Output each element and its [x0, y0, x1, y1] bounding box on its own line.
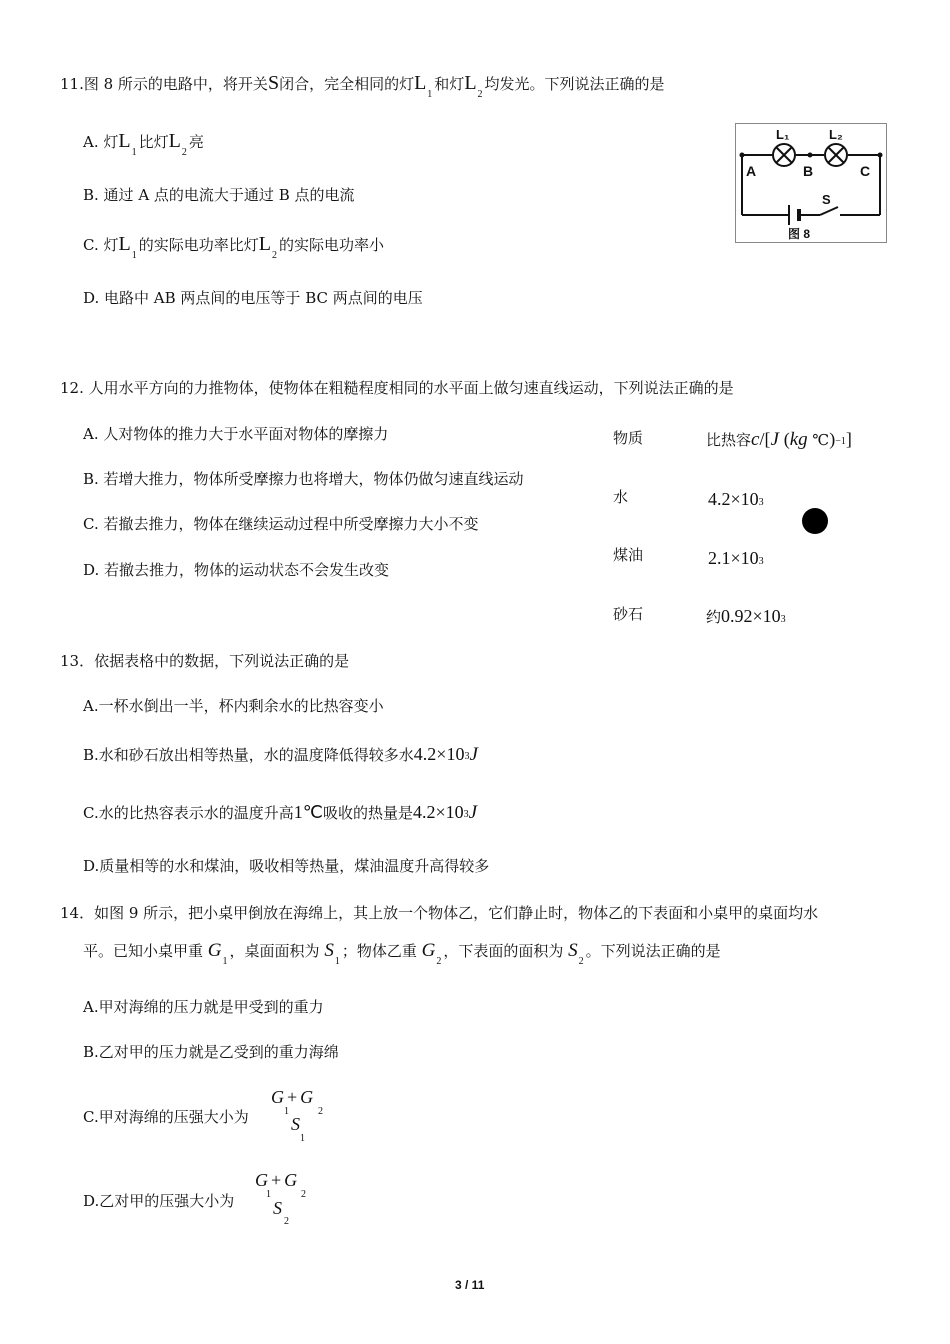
lamp-l1-icon: [773, 144, 795, 166]
q11-option-d: D. 电路中 AB 两点间的电压等于 BC 两点间的电压: [83, 289, 423, 307]
q13-stem: 13．依据表格中的数据，下列说法正确的是: [60, 652, 350, 670]
table-row-kerosene-name: 煤油: [613, 546, 644, 564]
label-c: C: [860, 163, 871, 179]
table-header-specific-heat: 比热容c/[J (kg ℃)−1]: [706, 429, 852, 450]
q12-option-a: A. 人对物体的推力大于水平面对物体的摩擦力: [83, 425, 389, 443]
q14-option-d: D.乙对甲的压强大小为: [83, 1192, 235, 1210]
label-s: S: [822, 192, 831, 207]
q14-stem-line2: 平。已知小桌甲重 $G_1$，桌面面积为 $S_1$；物体乙重 $G_2$，下表面的面积为 $S_2$。下列说法正确的是: [83, 940, 721, 967]
node-c: [878, 153, 883, 158]
circuit-figure-8: [735, 123, 887, 243]
q13-option-c: C.水的比热容表示水的温度升高1℃吸收的热量是4.2×103J: [83, 802, 478, 823]
q11-option-b: B. 通过 A 点的电流大于通过 B 点的电流: [83, 186, 355, 204]
q13-option-b: B.水和砂石放出相等热量，水的温度降低得较多水4.2×103J: [83, 744, 478, 765]
node-b: [808, 153, 813, 158]
table-header-substance: 物质: [613, 429, 644, 447]
q13-option-a: A.一杯水倒出一半，杯内剩余水的比热容变小: [83, 697, 384, 715]
q13-option-d: D.质量相等的水和煤油，吸收相等热量，煤油温度升高得较多: [83, 857, 490, 875]
q12-option-b: B. 若增大推力，物体所受摩擦力也将增大，物体仍做匀速直线运动: [83, 470, 524, 488]
table-row-kerosene-value: 2.1×103: [708, 548, 764, 568]
q11-option-c: C. 灯$L_1$的实际电功率比灯$L_2$的实际电功率小: [83, 233, 384, 261]
black-dot-mark: [802, 508, 828, 534]
label-l2: L₂: [829, 127, 843, 142]
table-row-sand-name: 砂石: [613, 605, 644, 623]
q14-option-b: B.乙对甲的压力就是乙受到的重力海绵: [83, 1043, 339, 1061]
circuit-diagram: [736, 124, 886, 242]
node-a: [740, 153, 745, 158]
q14-option-a: A.甲对海绵的压力就是甲受到的重力: [83, 998, 324, 1016]
q12-stem: 12. 人用水平方向的力推物体，使物体在粗糙程度相同的水平面上做匀速直线运动，下列说法正确的是: [60, 379, 734, 397]
table-row-sand-value: 约0.92×103: [706, 606, 786, 626]
lamp-l2-icon: [825, 144, 847, 166]
q11-option-a: A. 灯$L_1$比灯$L_2$亮: [83, 130, 204, 158]
q14-option-c: C.甲对海绵的压强大小为: [83, 1108, 249, 1126]
figure-caption: 图 8: [788, 227, 811, 241]
q12-option-d: D. 若撤去推力，物体的运动状态不会发生改变: [83, 561, 390, 579]
label-l1: L₁: [776, 127, 790, 142]
page-number: 3 / 11: [455, 1278, 485, 1292]
q14-stem-line1: 14．如图 9 所示，把小桌甲倒放在海绵上，其上放一个物体乙，它们静止时，物体乙的下表面和小桌甲的桌面均水: [60, 904, 819, 922]
label-b: B: [803, 163, 814, 179]
q11-stem: 11.图 8 所示的电路中，将开关S闭合，完全相同的灯$L_1$和灯$L_2$均发光。下列说法正确的是: [60, 72, 665, 100]
table-row-water-value: 4.2×103: [708, 489, 764, 509]
q12-option-c: C. 若撤去推力，物体在继续运动过程中所受摩擦力大小不变: [83, 515, 479, 533]
label-a: A: [746, 163, 757, 179]
table-row-water-name: 水: [613, 488, 629, 506]
